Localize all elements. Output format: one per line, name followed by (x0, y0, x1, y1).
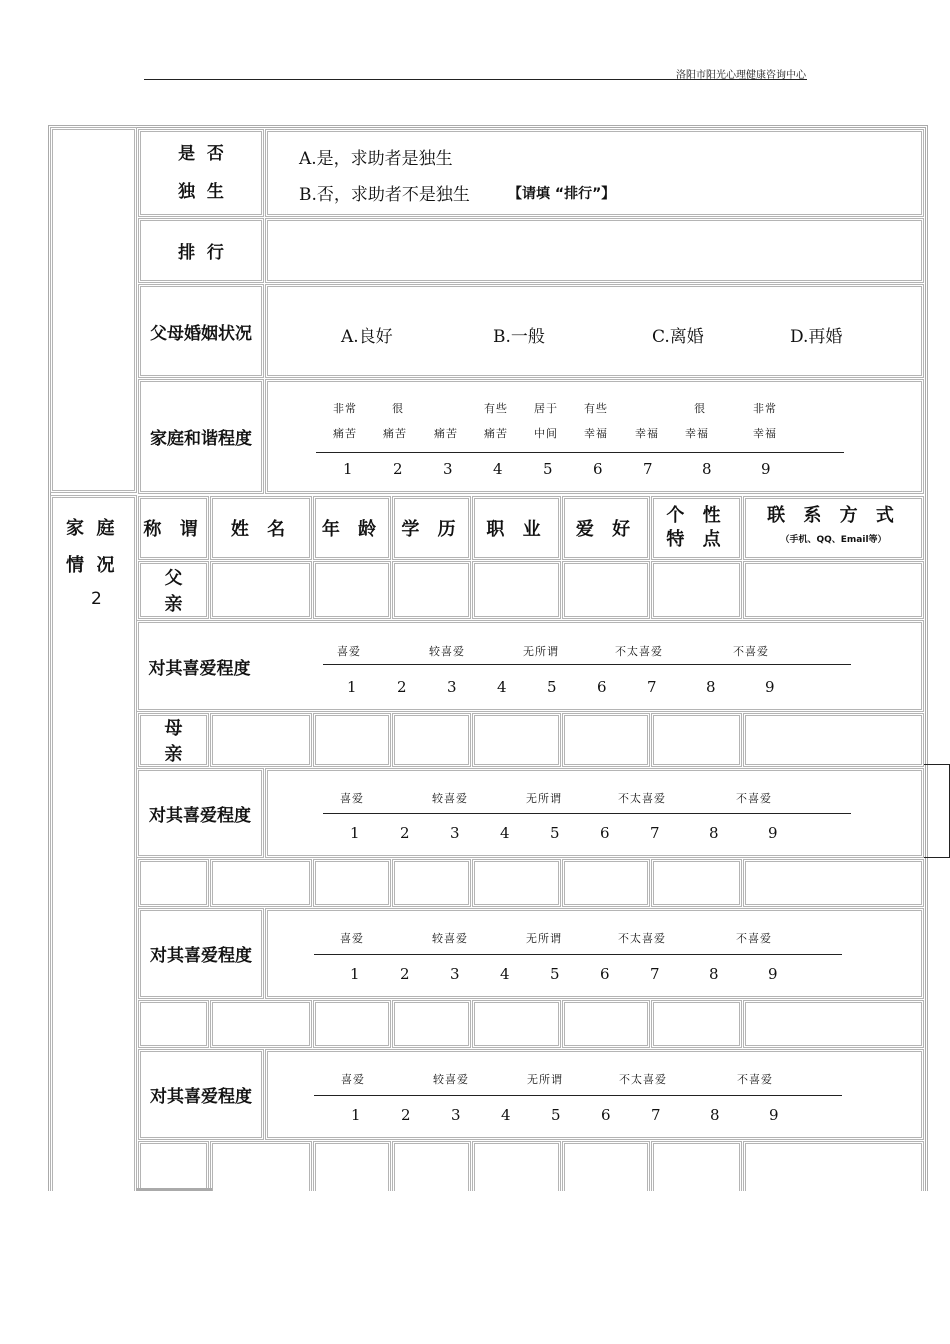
liking-label-2-text: 对其喜爱程度 (149, 805, 251, 826)
mother-contact-cell[interactable] (743, 713, 924, 767)
harmony-top-1: 非常 (333, 402, 357, 415)
liking2-l1: 喜爱 (340, 792, 364, 805)
member4-hobby-cell[interactable] (562, 1000, 650, 1048)
family-side-label-3: 2 (91, 589, 102, 609)
liking3-n7[interactable]: 7 (650, 965, 660, 983)
harmony-top-6: 很 (694, 402, 706, 415)
liking4-n4[interactable]: 4 (501, 1106, 511, 1124)
father-hobby-cell[interactable] (562, 561, 650, 619)
harmony-label (138, 379, 264, 494)
father-label-text: 父 亲 (164, 568, 189, 615)
liking3-l5: 不喜爱 (736, 932, 772, 945)
marriage-option-a[interactable]: A.良好 (341, 327, 393, 347)
liking-label-2 (136, 768, 264, 858)
liking1-l3: 无所谓 (523, 645, 559, 658)
father-personality-cell[interactable] (651, 561, 742, 619)
harmony-bottom-8: 幸福 (685, 427, 709, 440)
liking4-n7[interactable]: 7 (651, 1106, 661, 1124)
liking2-n4[interactable]: 4 (500, 824, 510, 842)
family-side-label-1: 家 庭 (66, 518, 115, 539)
liking1-n8[interactable]: 8 (706, 678, 716, 696)
rank-label (138, 218, 264, 283)
harmony-scale-line (316, 452, 844, 453)
liking3-l4: 不太喜爱 (618, 932, 666, 945)
right-bracket (924, 764, 950, 858)
rank-input[interactable] (265, 218, 924, 283)
col-title (138, 496, 209, 560)
bottom-edge-mark (136, 1188, 212, 1191)
liking2-n1[interactable]: 1 (350, 824, 360, 842)
liking4-n5[interactable]: 5 (551, 1106, 561, 1124)
mother-name-cell[interactable] (210, 713, 312, 767)
only-child-label (138, 129, 264, 217)
harmony-scale (265, 379, 924, 494)
col-contact-text: 联 系 方 式 (767, 505, 900, 526)
harmony-bottom-2: 痛苦 (383, 427, 407, 440)
marriage-option-d[interactable]: D.再婚 (790, 327, 843, 347)
member4-education-cell[interactable] (392, 1000, 471, 1048)
col-age (313, 496, 391, 560)
member3-personality-cell[interactable] (651, 859, 742, 907)
col-contact-note: （手机、QQ、Email等） (780, 535, 887, 545)
member3-title-cell[interactable] (138, 859, 209, 907)
harmony-num-4[interactable]: 4 (493, 460, 503, 478)
harmony-num-3[interactable]: 3 (443, 460, 453, 478)
liking-label-3-text: 对其喜爱程度 (150, 946, 252, 966)
mother-label-text: 母 亲 (164, 718, 189, 765)
harmony-num-7[interactable]: 7 (643, 460, 653, 478)
liking4-line (314, 1095, 842, 1096)
harmony-num-5[interactable]: 5 (543, 460, 553, 478)
liking4-l5: 不喜爱 (737, 1073, 773, 1086)
harmony-num-6[interactable]: 6 (593, 460, 603, 478)
harmony-bottom-5: 中间 (534, 427, 558, 440)
liking4-l3: 无所谓 (527, 1073, 563, 1086)
liking3-n6[interactable]: 6 (600, 965, 610, 983)
header-rule (144, 79, 807, 80)
father-contact-cell[interactable] (743, 561, 924, 619)
member5-contact-cell[interactable] (743, 1141, 924, 1191)
family-side-cell (50, 495, 137, 1191)
liking3-n2[interactable]: 2 (400, 965, 410, 983)
liking1-n6[interactable]: 6 (597, 678, 607, 696)
left-empty-cell (50, 127, 137, 493)
member3-age-cell[interactable] (313, 859, 391, 907)
col-personality-text-2: 特 点 (666, 529, 727, 550)
only-child-options (265, 129, 924, 217)
mother-education-cell[interactable] (392, 713, 471, 767)
mother-age-cell[interactable] (313, 713, 391, 767)
liking4-l4: 不太喜爱 (619, 1073, 667, 1086)
liking-label-3 (138, 908, 264, 999)
father-education-cell[interactable] (392, 561, 471, 619)
member4-personality-cell[interactable] (651, 1000, 742, 1048)
liking2-n2[interactable]: 2 (400, 824, 410, 842)
member5-personality-cell[interactable] (651, 1141, 742, 1191)
harmony-top-7: 非常 (753, 402, 777, 415)
liking2-l4: 不太喜爱 (618, 792, 666, 805)
harmony-num-2[interactable]: 2 (393, 460, 403, 478)
col-occupation (472, 496, 561, 560)
liking-row-4 (265, 1049, 924, 1140)
marriage-options (265, 284, 924, 378)
member5-hobby-cell[interactable] (562, 1141, 650, 1191)
member5-education-cell[interactable] (392, 1141, 471, 1191)
liking-label-4 (138, 1049, 264, 1140)
liking1-n7[interactable]: 7 (647, 678, 657, 696)
marriage-label (138, 284, 264, 378)
liking2-n7[interactable]: 7 (650, 824, 660, 842)
liking3-n5[interactable]: 5 (550, 965, 560, 983)
liking-label-4-text: 对其喜爱程度 (150, 1087, 252, 1107)
col-name-text: 姓 名 (230, 519, 292, 540)
liking1-n1[interactable]: 1 (347, 678, 357, 696)
only-child-label-1: 是 否 (178, 144, 224, 164)
mother-personality-cell[interactable] (651, 713, 742, 767)
liking1-l1: 喜爱 (337, 645, 361, 658)
harmony-num-8[interactable]: 8 (702, 460, 712, 478)
liking4-n2[interactable]: 2 (401, 1106, 411, 1124)
liking2-l2: 较喜爱 (432, 792, 468, 805)
only-child-option-b[interactable]: B.否，求助者不是独生 (299, 185, 470, 205)
col-hobby (562, 496, 650, 560)
liking1-l2: 较喜爱 (429, 645, 465, 658)
col-age-text: 年 龄 (321, 519, 383, 540)
col-personality-text-1: 个 性 (666, 505, 727, 526)
liking2-n5[interactable]: 5 (550, 824, 560, 842)
harmony-top-2: 很 (392, 402, 404, 415)
mother-occupation-cell[interactable] (472, 713, 561, 767)
liking1-l4: 不太喜爱 (615, 645, 663, 658)
harmony-num-1[interactable]: 1 (343, 460, 353, 478)
liking1-l5: 不喜爱 (733, 645, 769, 658)
harmony-bottom-3: 痛苦 (434, 427, 458, 440)
marriage-option-c[interactable]: C.离婚 (652, 327, 704, 347)
liking3-l3: 无所谓 (526, 932, 562, 945)
harmony-num-9[interactable]: 9 (761, 460, 771, 478)
mother-hobby-cell[interactable] (562, 713, 650, 767)
liking3-n4[interactable]: 4 (500, 965, 510, 983)
member5-occupation-cell[interactable] (472, 1141, 561, 1191)
harmony-top-5: 有些 (584, 402, 608, 415)
liking1-line (323, 664, 851, 665)
col-title-text: 称 谓 (143, 519, 204, 540)
liking2-line (323, 813, 851, 814)
col-personality (651, 496, 742, 560)
harmony-label-text: 家庭和谐程度 (150, 429, 252, 449)
liking1-n2[interactable]: 2 (397, 678, 407, 696)
member5-age-cell[interactable] (313, 1141, 391, 1191)
liking3-n9[interactable]: 9 (768, 965, 778, 983)
member5-name-cell[interactable] (210, 1141, 312, 1191)
col-education (392, 496, 471, 560)
member4-age-cell[interactable] (313, 1000, 391, 1048)
liking-row-1 (136, 620, 924, 712)
harmony-top-3: 有些 (484, 402, 508, 415)
col-contact (743, 496, 924, 560)
liking2-l5: 不喜爱 (736, 792, 772, 805)
member4-contact-cell[interactable] (743, 1000, 924, 1048)
liking-row-2 (265, 768, 924, 858)
harmony-bottom-6: 幸福 (584, 427, 608, 440)
liking2-n6[interactable]: 6 (600, 824, 610, 842)
family-side-label-2: 情 况 (66, 555, 115, 576)
liking4-n3[interactable]: 3 (451, 1106, 461, 1124)
member4-name-cell[interactable] (210, 1000, 312, 1048)
father-name-cell[interactable] (210, 561, 312, 619)
member4-occupation-cell[interactable] (472, 1000, 561, 1048)
liking1-n5[interactable]: 5 (547, 678, 557, 696)
header-org: 洛阳市阳光心理健康咨询中心 (676, 70, 806, 81)
liking4-n9[interactable]: 9 (769, 1106, 779, 1124)
liking3-l2: 较喜爱 (432, 932, 468, 945)
member3-education-cell[interactable] (392, 859, 471, 907)
mother-label (138, 713, 209, 767)
only-child-label-2: 独 生 (178, 182, 224, 202)
harmony-bottom-1: 痛苦 (333, 427, 357, 440)
liking2-n8[interactable]: 8 (709, 824, 719, 842)
liking1-n9[interactable]: 9 (765, 678, 775, 696)
only-child-option-a[interactable]: A.是，求助者是独生 (299, 149, 453, 169)
col-occupation-text: 职 业 (486, 519, 547, 540)
father-label (138, 561, 209, 619)
member5-title-cell[interactable] (138, 1141, 209, 1191)
liking3-line (314, 954, 842, 955)
liking1-n3[interactable]: 3 (447, 678, 457, 696)
liking3-n1[interactable]: 1 (350, 965, 360, 983)
liking2-n9[interactable]: 9 (768, 824, 778, 842)
harmony-top-4: 居于 (534, 402, 558, 415)
member3-name-cell[interactable] (210, 859, 312, 907)
only-child-note: 【请填 “排行”】 (508, 186, 616, 202)
father-age-cell[interactable] (313, 561, 391, 619)
liking3-l1: 喜爱 (340, 932, 364, 945)
col-hobby-text: 爱 好 (575, 519, 637, 540)
liking4-l2: 较喜爱 (433, 1073, 469, 1086)
liking4-n1[interactable]: 1 (351, 1106, 361, 1124)
father-occupation-cell[interactable] (472, 561, 561, 619)
liking4-l1: 喜爱 (341, 1073, 365, 1086)
member3-contact-cell[interactable] (743, 859, 924, 907)
marriage-label-text: 父母婚姻状况 (150, 323, 252, 344)
liking3-n8[interactable]: 8 (709, 965, 719, 983)
liking-label-1-text: 对其喜爱程度 (148, 658, 251, 679)
harmony-bottom-7: 幸福 (635, 427, 659, 440)
marriage-option-b[interactable]: B.一般 (493, 327, 545, 347)
member3-hobby-cell[interactable] (562, 859, 650, 907)
liking4-n8[interactable]: 8 (710, 1106, 720, 1124)
liking1-n4[interactable]: 4 (497, 678, 507, 696)
col-education-text: 学 历 (401, 519, 462, 540)
harmony-bottom-4: 痛苦 (484, 427, 508, 440)
liking2-l3: 无所谓 (526, 792, 562, 805)
col-name (210, 496, 312, 560)
liking4-n6[interactable]: 6 (601, 1106, 611, 1124)
liking2-n3[interactable]: 3 (450, 824, 460, 842)
member4-title-cell[interactable] (138, 1000, 209, 1048)
liking-row-3 (265, 908, 924, 999)
member3-occupation-cell[interactable] (472, 859, 561, 907)
liking3-n3[interactable]: 3 (450, 965, 460, 983)
harmony-bottom-9: 幸福 (753, 427, 777, 440)
rank-label-text: 排 行 (178, 243, 224, 263)
